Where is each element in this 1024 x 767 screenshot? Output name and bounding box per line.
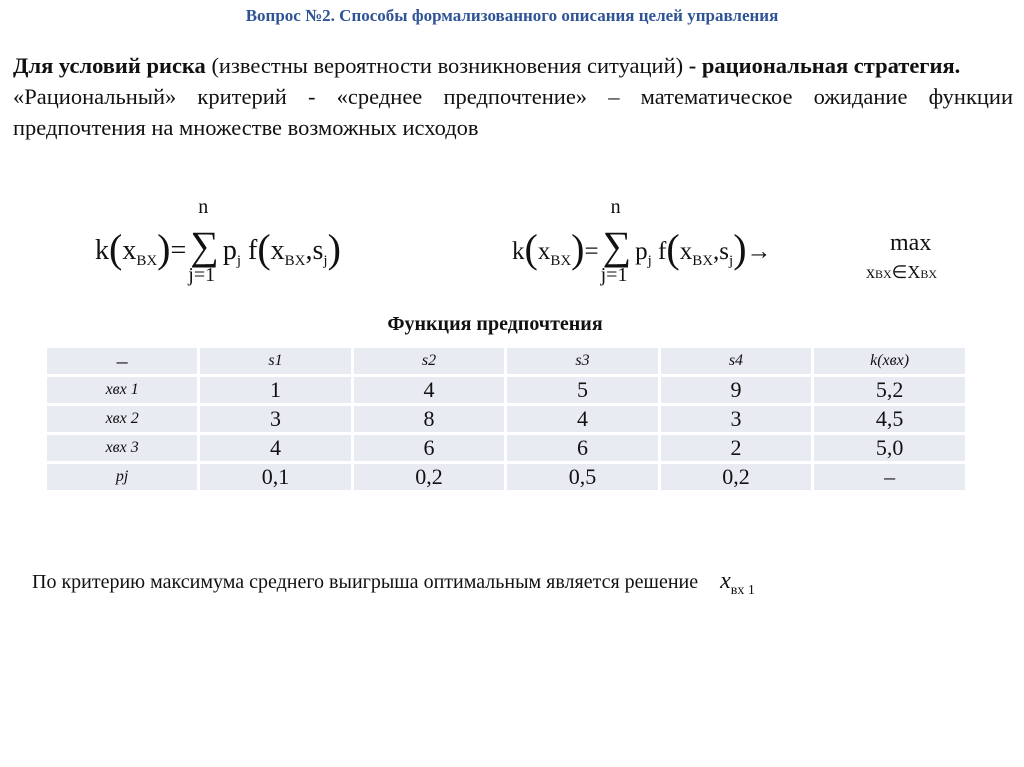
table-cell: 5,2 bbox=[813, 376, 967, 405]
table-cell: 1 bbox=[199, 376, 352, 405]
table-row bbox=[46, 463, 967, 492]
g-X-bx: BX bbox=[920, 267, 938, 281]
row-label: xвх 2 bbox=[46, 405, 199, 434]
header-cell: – bbox=[46, 347, 199, 376]
table-row bbox=[46, 434, 967, 463]
table-header-row bbox=[46, 347, 967, 376]
row-label: xвх 3 bbox=[46, 434, 199, 463]
g-bx2: BX bbox=[692, 253, 714, 269]
conclusion-solution bbox=[720, 568, 755, 598]
g-j2: j bbox=[729, 253, 734, 269]
f-sigma: ∑ bbox=[190, 223, 219, 268]
table-cell: 4 bbox=[506, 405, 659, 434]
table-cell: 4,5 bbox=[813, 405, 967, 434]
f-k: k bbox=[95, 235, 109, 266]
table-cell: 6 bbox=[352, 434, 505, 463]
f-s: s bbox=[312, 235, 324, 266]
conclusion-text: По критерию максимума среднего выигрыша оптимальным является решение bbox=[32, 571, 699, 593]
table-cell: 0,2 bbox=[352, 463, 505, 492]
table-cell: 2 bbox=[659, 434, 812, 463]
g-jeq: j=1 bbox=[600, 264, 628, 286]
header-cell: s1 bbox=[199, 347, 352, 376]
header-cell: s3 bbox=[506, 347, 659, 376]
table-cell: 0,2 bbox=[659, 463, 812, 492]
table-row bbox=[46, 405, 967, 434]
row-label: xвх 1 bbox=[46, 376, 199, 405]
conclusion-sub: вх 1 bbox=[730, 582, 755, 598]
table-cell: 5,0 bbox=[813, 434, 967, 463]
g-arrow: → bbox=[746, 238, 772, 265]
conclusion-x: x bbox=[720, 568, 731, 594]
g-s: s bbox=[719, 238, 730, 265]
table-cell: 8 bbox=[352, 405, 505, 434]
g-sigma: ∑ bbox=[602, 223, 632, 268]
table-cell: 4 bbox=[352, 376, 505, 405]
intro-bold-1: Для условий риска bbox=[13, 53, 206, 78]
g-x2: x bbox=[679, 238, 693, 265]
f-bx2: BX bbox=[284, 253, 306, 269]
header-cell: k(xвх) bbox=[813, 347, 967, 376]
table-cell: 6 bbox=[506, 434, 659, 463]
table-cell: 5 bbox=[506, 376, 659, 405]
g-in: ∈ bbox=[891, 262, 908, 282]
g-bx: BX bbox=[550, 253, 572, 269]
f-bx: BX bbox=[136, 253, 158, 269]
g-eq: = bbox=[584, 238, 599, 265]
g-comma: , bbox=[713, 238, 720, 265]
f-eq: = bbox=[170, 235, 187, 266]
g-n: n bbox=[610, 196, 621, 218]
formula-expected-value: $k(x_{BX})=$ ∑ n j=1 $p_j$ $f(x_{BX},s_j)$ bbox=[95, 196, 341, 286]
g-under-bx: BX bbox=[875, 267, 892, 281]
f-x2: x bbox=[270, 235, 285, 266]
intro-text-1: (известны вероятности возникновения ситуаций) bbox=[205, 53, 689, 78]
intro-text bbox=[13, 50, 1013, 143]
table-cell: 3 bbox=[199, 405, 352, 434]
slide-title: Вопрос №2. Способы формализованного описания целей управления bbox=[245, 6, 779, 25]
formula-max: $k(x_{BX})=$ ∑ n j=1 $p_j$ $f(x_{BX},s_j)\to$ bbox=[512, 196, 772, 286]
g-x: x bbox=[537, 238, 551, 265]
f-p: p bbox=[222, 235, 237, 266]
row-label: pj bbox=[46, 463, 199, 492]
table-cell: – bbox=[813, 463, 967, 492]
g-max-domain bbox=[866, 262, 937, 283]
header-cell: s2 bbox=[352, 347, 505, 376]
intro-text-2: «Рациональный» критерий - «среднее предпочтение» – математическое ожидание функции предпочтения на множестве возможных исходов bbox=[13, 84, 1013, 140]
f-j: j bbox=[236, 253, 241, 269]
header-cell: s4 bbox=[659, 347, 812, 376]
intro-bold-2: - рациональная стратегия. bbox=[688, 53, 961, 78]
f-n: n bbox=[198, 196, 209, 218]
table-cell: 3 bbox=[659, 405, 812, 434]
g-p: p bbox=[635, 238, 648, 265]
g-j: j bbox=[647, 253, 652, 269]
f-j2: j bbox=[323, 253, 328, 269]
table-cell: 9 bbox=[659, 376, 812, 405]
table-cell: 0,5 bbox=[506, 463, 659, 492]
preference-table bbox=[44, 345, 968, 493]
g-under-x: x bbox=[866, 262, 875, 282]
g-f: f bbox=[658, 238, 667, 265]
f-jeq: j=1 bbox=[188, 264, 216, 286]
f-x: x bbox=[122, 235, 137, 266]
conclusion bbox=[32, 568, 755, 599]
g-X: X bbox=[907, 262, 921, 282]
table-title: Функция предпочтения bbox=[387, 313, 603, 335]
table-row bbox=[46, 376, 967, 405]
table-cell: 4 bbox=[199, 434, 352, 463]
f-comma: , bbox=[305, 235, 313, 266]
g-max: max bbox=[890, 230, 932, 256]
table-cell: 0,1 bbox=[199, 463, 352, 492]
f-f: f bbox=[247, 235, 258, 266]
g-k: k bbox=[512, 238, 525, 265]
